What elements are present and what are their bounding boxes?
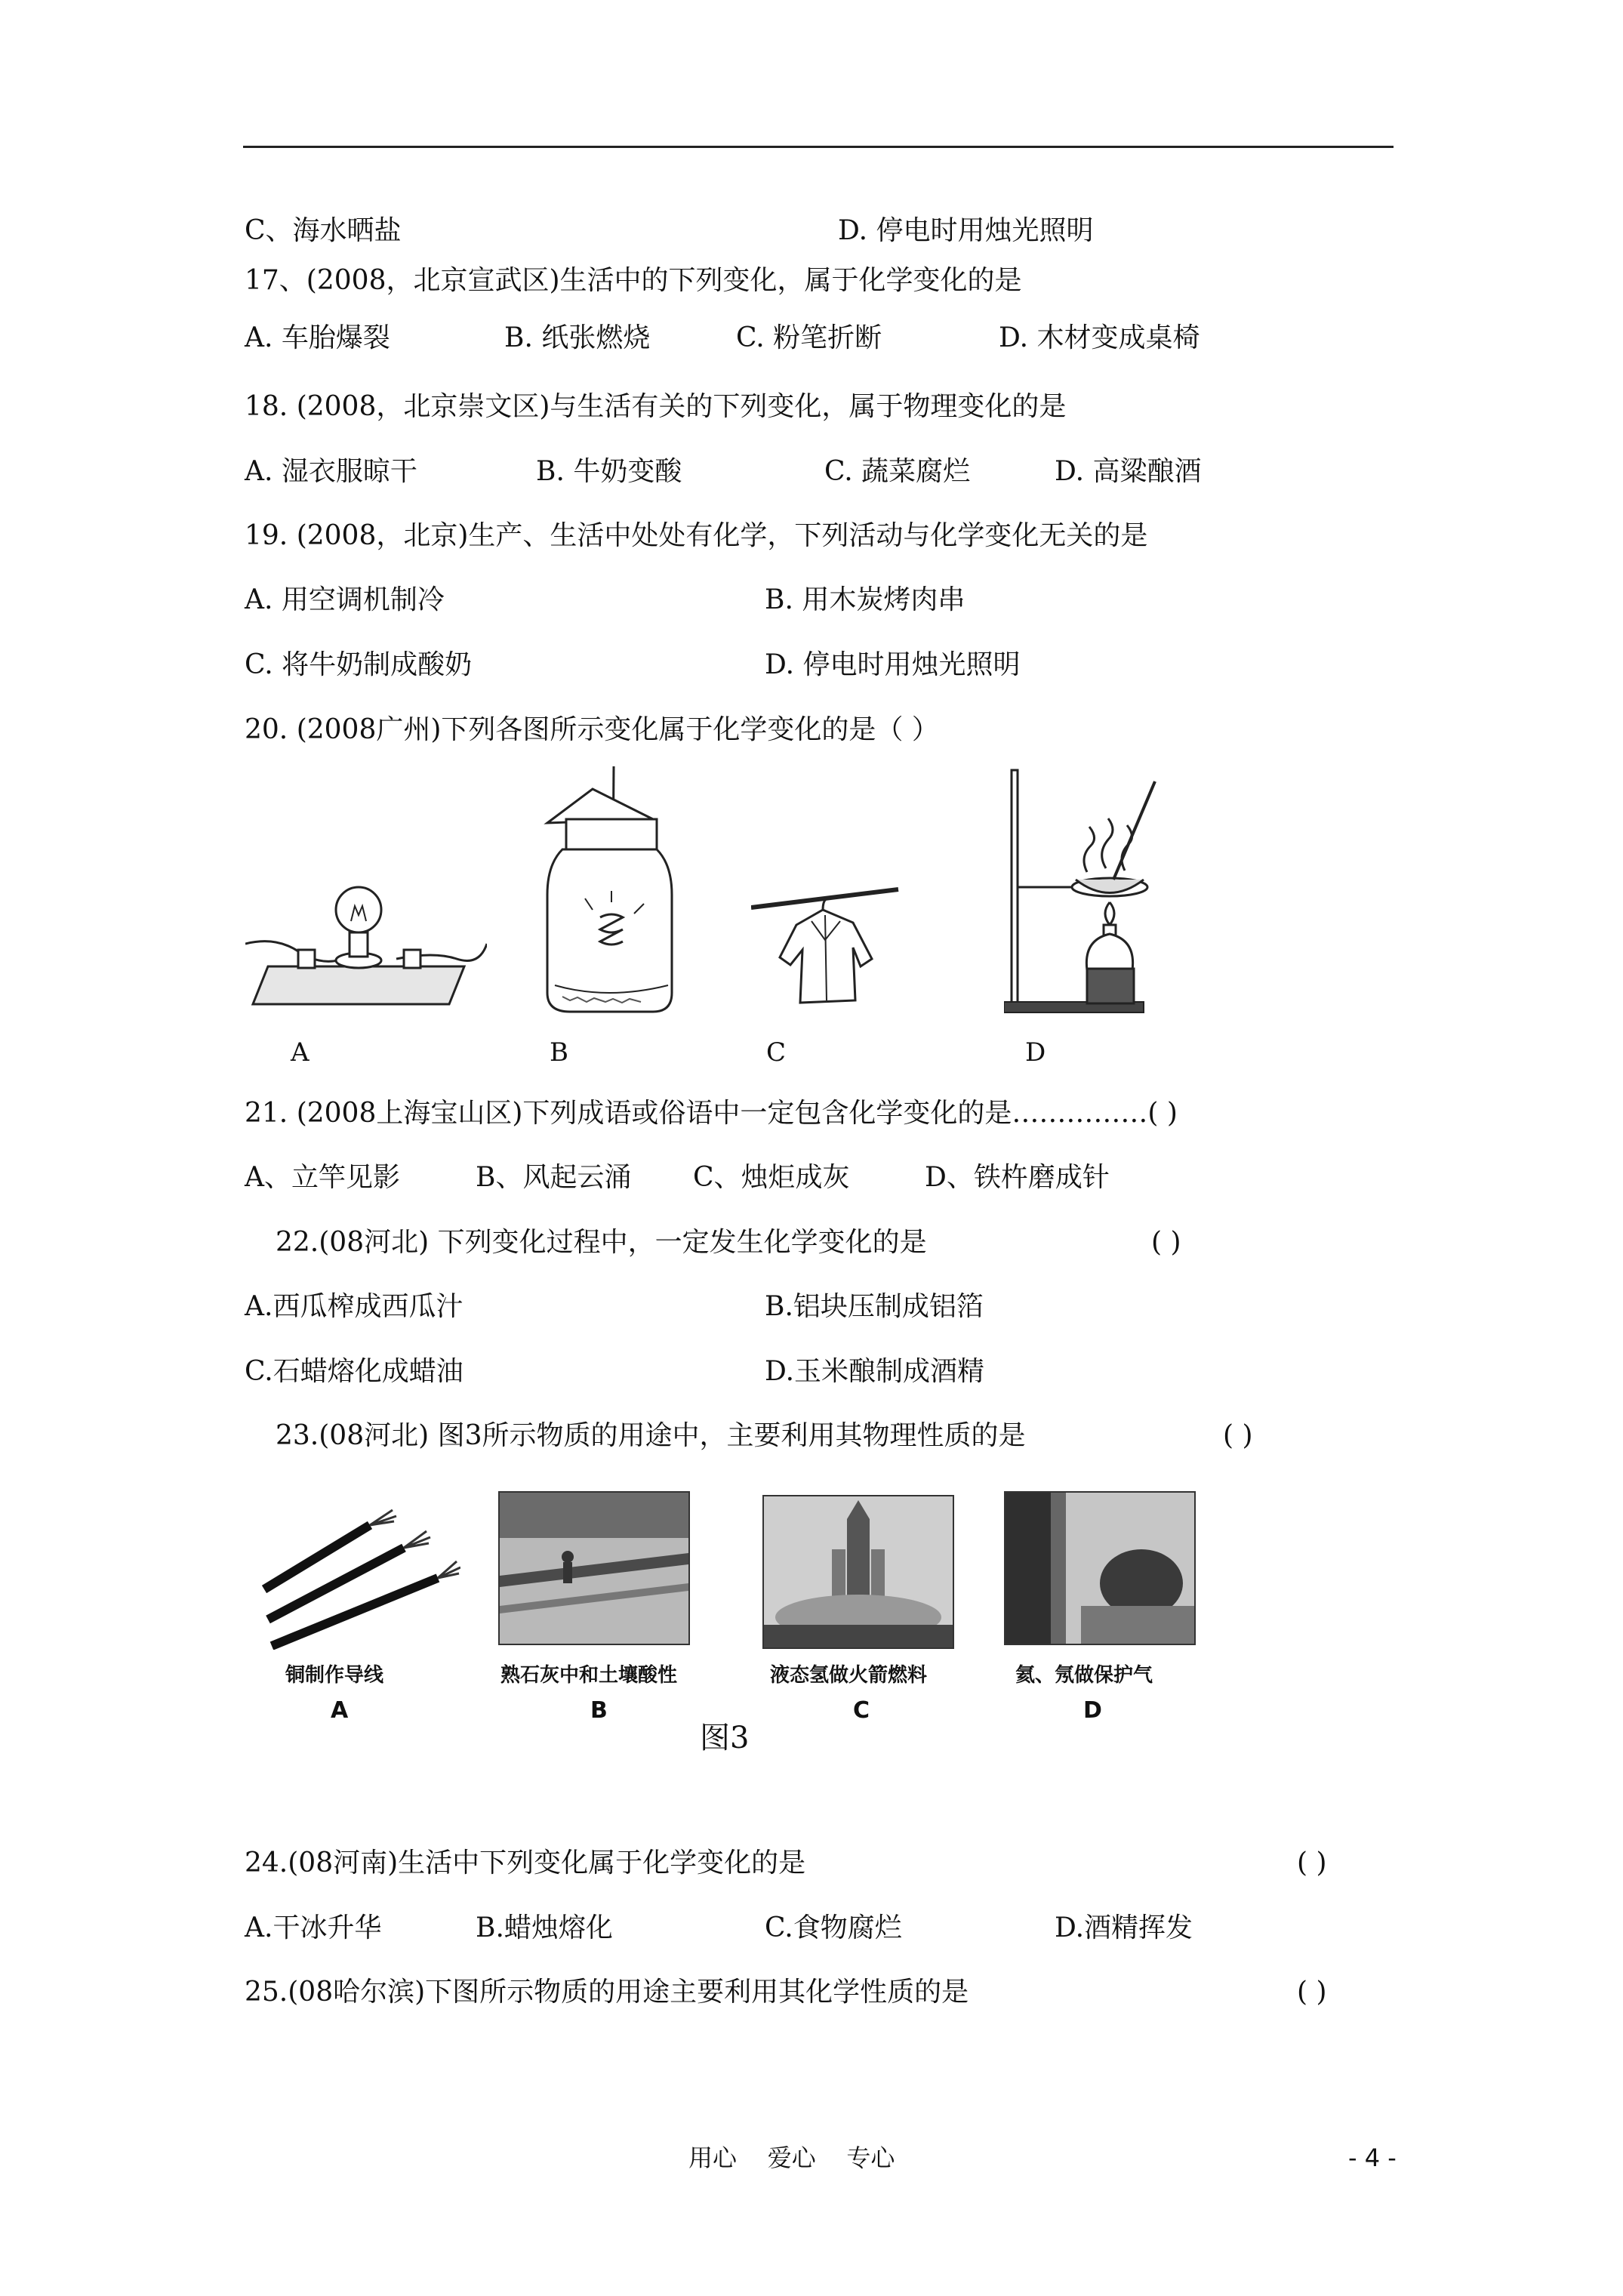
q18-option-a: A. 湿衣服晾干 [245, 456, 417, 487]
q20-label-c: C [766, 1037, 787, 1068]
q17-option-a: A. 车胎爆裂 [245, 322, 390, 353]
q20-figure-c-shirt [751, 868, 902, 1004]
q22-option-a: A.西瓜榨成西瓜汁 [245, 1291, 463, 1322]
q20-label-b: B [550, 1037, 568, 1068]
q23-caption-d: 氦、氖做保护气 [1015, 1664, 1153, 1687]
q24-option-d: D.酒精挥发 [1055, 1912, 1193, 1943]
q24-option-b: B.蜡烛熔化 [476, 1912, 613, 1943]
q24-answer-paren: ( ) [1297, 1848, 1327, 1878]
q20-figure-d-evaporation [1004, 766, 1178, 1015]
q19-option-c: C. 将牛奶制成酸奶 [245, 649, 473, 680]
q17-option-c: C. 粉笔折断 [736, 322, 882, 353]
q16-option-c: C、海水晒盐 [245, 215, 402, 246]
q22-option-b: B.铝块压制成铝箔 [765, 1291, 984, 1322]
q23-figure-b-photo [498, 1491, 690, 1645]
q19-option-a: A. 用空调机制冷 [245, 584, 445, 615]
q23-letter-d: D [1083, 1697, 1102, 1724]
q23-caption-c: 液态氢做火箭燃料 [770, 1664, 928, 1687]
q24-option-c: C.食物腐烂 [765, 1912, 902, 1943]
q21-option-c: C、烛炬成灰 [693, 1162, 850, 1193]
q19-stem: 19. (2008，北京)生产、生活中处处有化学，下列活动与化学变化无关的是 [245, 520, 1148, 551]
q16-option-d: D. 停电时用烛光照明 [838, 215, 1094, 246]
q19-option-d: D. 停电时用烛光照明 [765, 649, 1021, 680]
q20-figure-b-jar [540, 766, 676, 1015]
q17-stem: 17、(2008，北京宣武区)生活中的下列变化，属于化学变化的是 [245, 265, 1022, 296]
q21-option-a: A、立竿见影 [245, 1162, 400, 1193]
q23-caption-b: 熟石灰中和土壤酸性 [500, 1664, 678, 1687]
q22-option-c: C.石蜡熔化成蜡油 [245, 1356, 463, 1387]
q23-stem: 23.(08河北) 图3所示物质的用途中，主要利用其物理性质的是 [276, 1420, 1026, 1451]
q19-option-b: B. 用木炭烤肉串 [765, 584, 965, 615]
q25-stem: 25.(08哈尔滨)下图所示物质的用途主要利用其化学性质的是 [245, 1977, 969, 2008]
q25-answer-paren: ( ) [1297, 1977, 1327, 2008]
header-rule [243, 146, 1394, 148]
q21-option-b: B、风起云涌 [476, 1162, 632, 1193]
q18-option-d: D. 高粱酿酒 [1055, 456, 1202, 487]
q20-label-a: A [291, 1037, 310, 1068]
q20-label-d: D [1025, 1037, 1046, 1068]
q22-answer-paren: ( ) [1151, 1227, 1181, 1258]
q18-stem: 18. (2008，北京崇文区)与生活有关的下列变化，属于物理变化的是 [245, 391, 1067, 422]
q24-stem: 24.(08河南)生活中下列变化属于化学变化的是 [245, 1848, 806, 1878]
q20-stem: 20. (2008广州)下列各图所示变化属于化学变化的是（ ） [245, 714, 939, 745]
q22-option-d: D.玉米酿制成酒精 [765, 1356, 985, 1387]
q24-option-a: A.干冰升华 [245, 1912, 382, 1943]
q23-figure-a-copper-wires [257, 1506, 460, 1650]
q18-option-b: B. 牛奶变酸 [536, 456, 682, 487]
q23-letter-a: A [331, 1697, 349, 1724]
page-number: - 4 - [1348, 2143, 1397, 2172]
q17-option-d: D. 木材变成桌椅 [999, 322, 1200, 353]
q23-figure-title: 图3 [700, 1721, 750, 1755]
q23-letter-c: C [853, 1697, 870, 1724]
q23-figure-c-photo [762, 1495, 954, 1649]
q18-option-c: C. 蔬菜腐烂 [824, 456, 971, 487]
q23-letter-b: B [590, 1697, 608, 1724]
q22-stem: 22.(08河北) 下列变化过程中，一定发生化学变化的是 [276, 1227, 927, 1258]
q21-stem: 21. (2008上海宝山区)下列成语或俗语中一定包含化学变化的是……………( ) [245, 1098, 1178, 1129]
q20-figure-a-lightbulb [245, 861, 487, 1012]
q23-caption-a: 铜制作导线 [285, 1664, 384, 1687]
q21-option-d: D、铁杵磨成针 [925, 1162, 1110, 1193]
q23-answer-paren: ( ) [1223, 1420, 1253, 1451]
footer-motto: 用心 爱心 专心 [688, 2143, 895, 2172]
q23-figure-d-photo [1004, 1491, 1196, 1645]
q17-option-b: B. 纸张燃烧 [504, 322, 651, 353]
